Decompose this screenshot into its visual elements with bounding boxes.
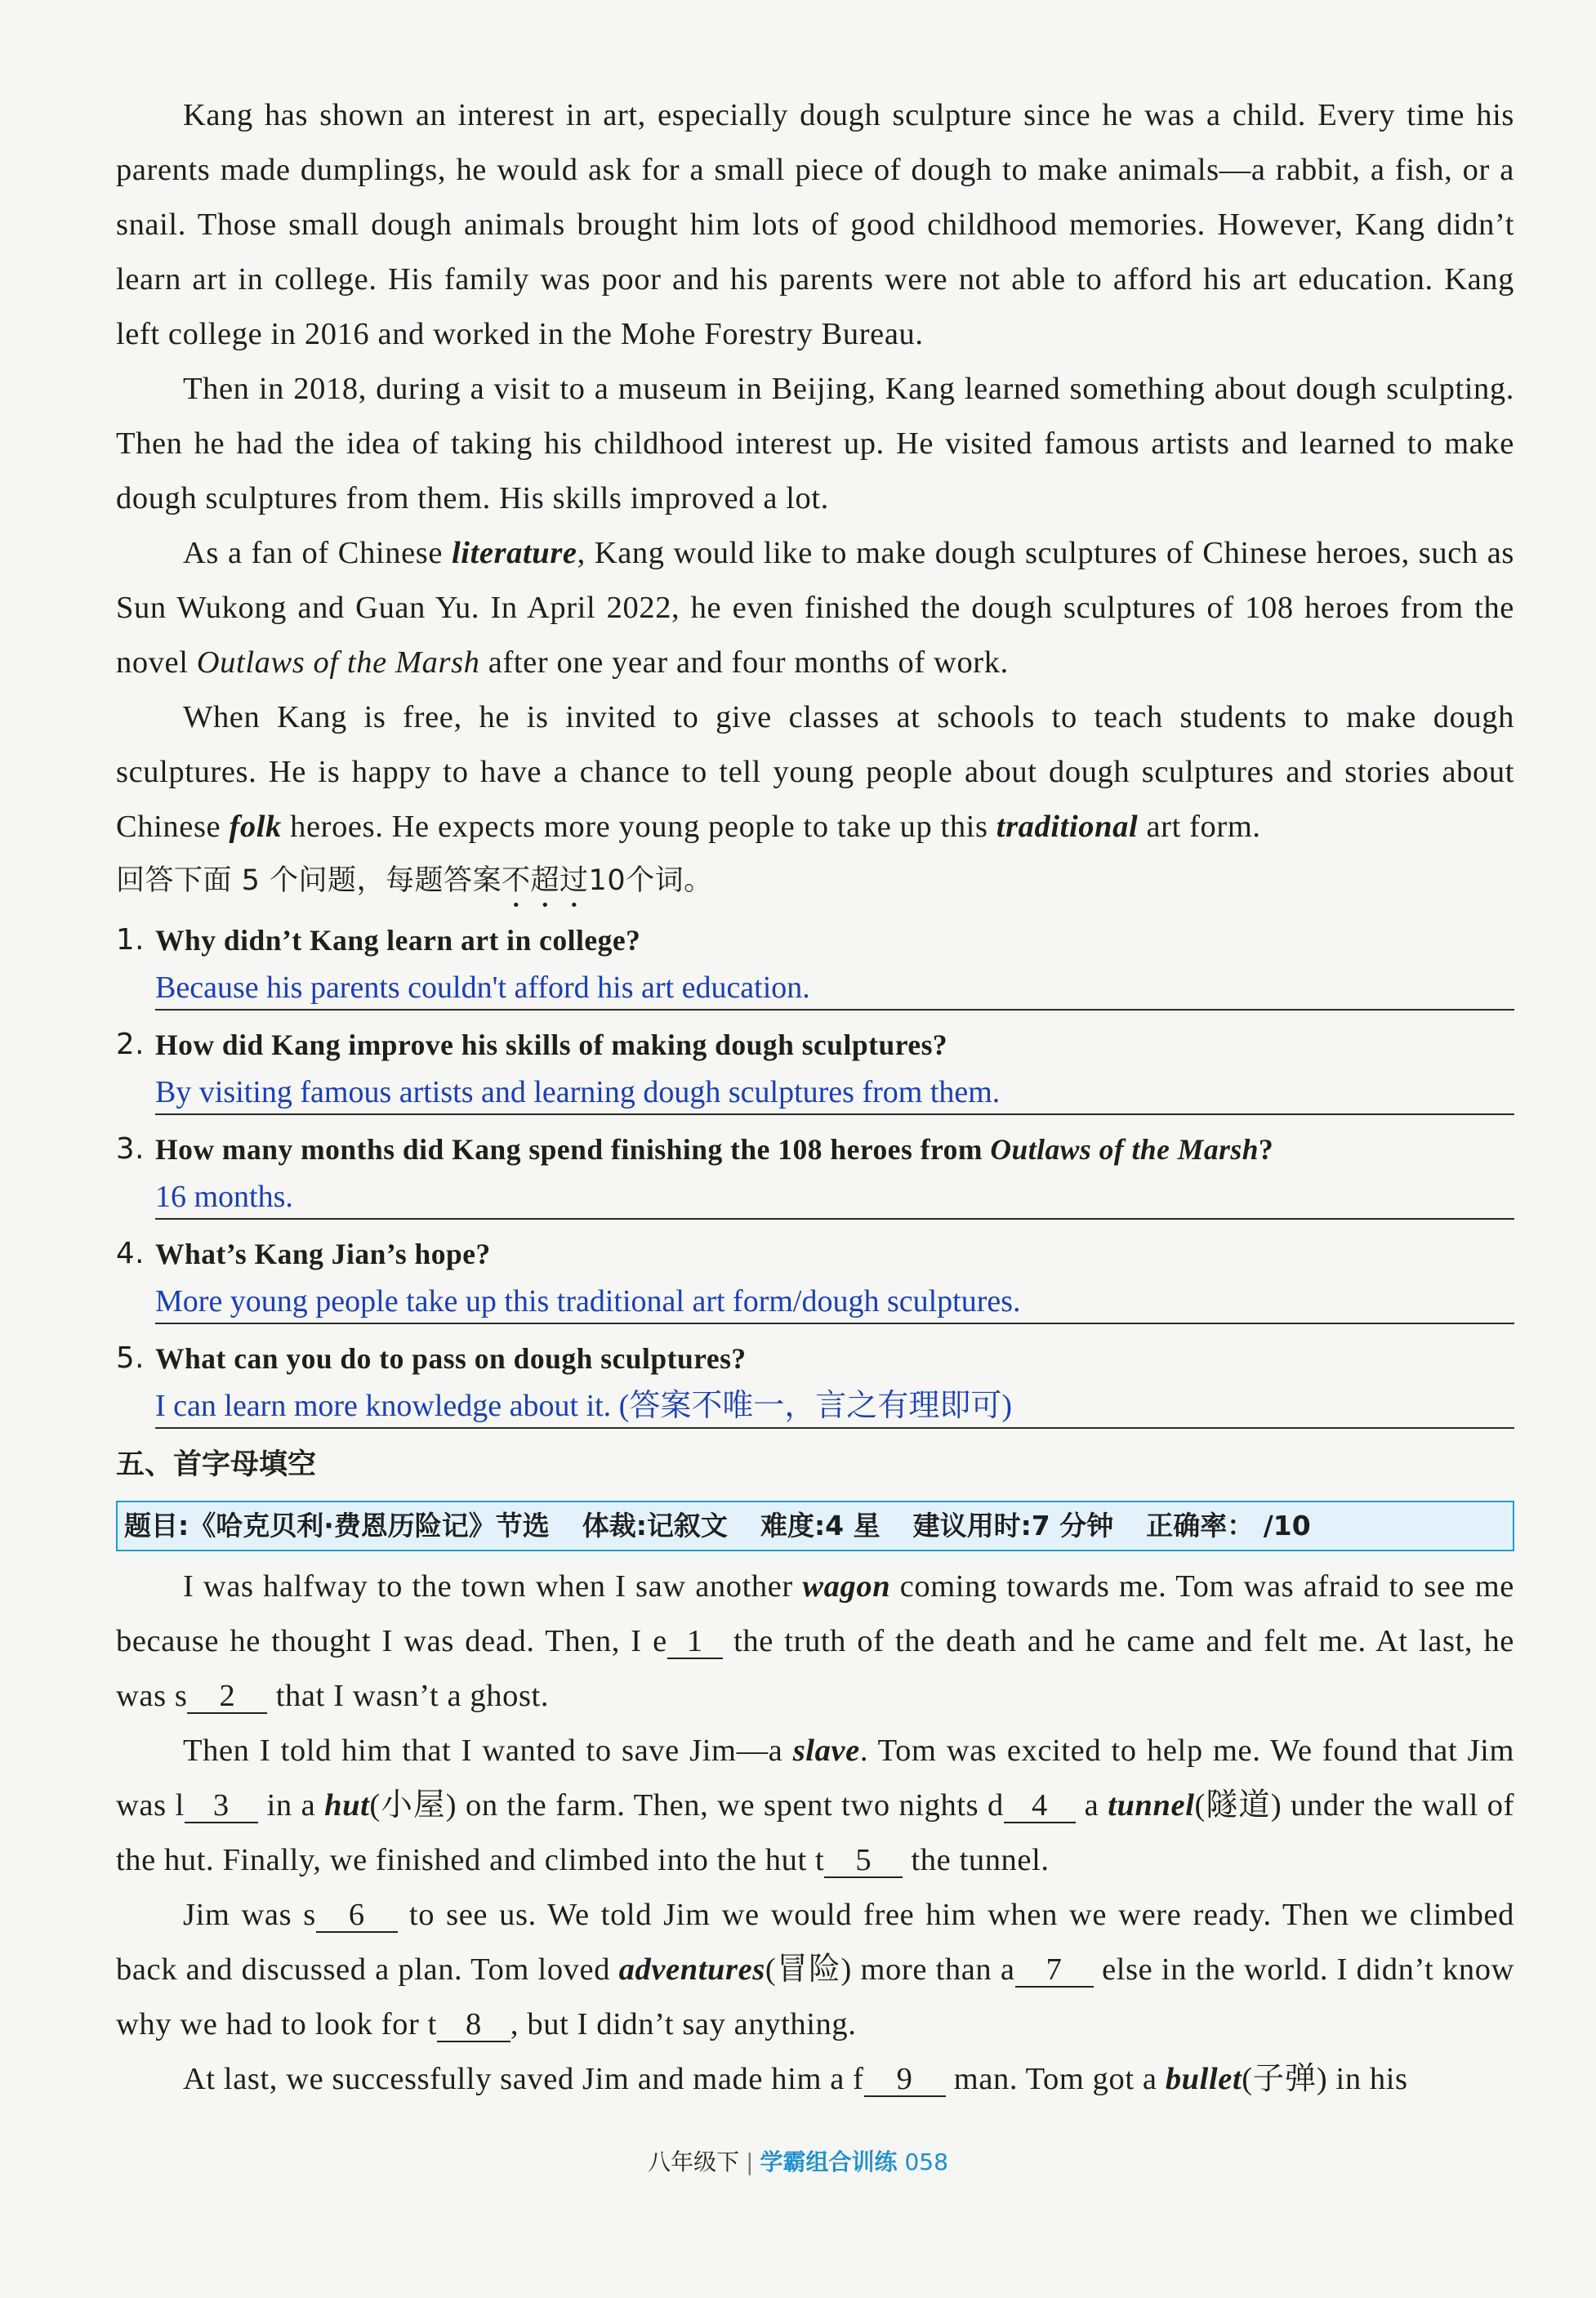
accuracy-label: 正确率： /10 (1146, 1510, 1311, 1542)
passage-text: . Tom was excited to help me. We found that Jim was l (116, 1734, 1514, 1823)
book-title: Outlaws of the Marsh (990, 1133, 1259, 1166)
passage-text: to see us. We told Jim we would free him when we were ready. Then we climbed back and discussed a plan. Tom loved (116, 1898, 1514, 1987)
passage-text: a (1075, 1788, 1108, 1823)
page-number: 058 (904, 2149, 948, 2175)
keyword-gloss: (隧道) (1194, 1788, 1282, 1823)
passage-text: else in the world. I didn’t know why we had to look for t (116, 1952, 1514, 2041)
keyword-gloss: (子弹) (1242, 2062, 1328, 2096)
question-text-part: How many months did Kang spend finishing the 108 heroes from (155, 1133, 991, 1166)
blank-5[interactable]: 5 (824, 1844, 903, 1878)
passage-text: that I wasn’t a ghost. (267, 1679, 550, 1713)
keyword-gloss: (冒险) (765, 1952, 852, 1987)
keyword: folk (229, 810, 282, 844)
question-text: Why didn’t Kang learn art in college? (155, 924, 641, 957)
passage-text: Jim was s (183, 1898, 316, 1932)
keyword-gloss: (小屋) (369, 1788, 457, 1823)
passage-text: under the wall of the hut. Finally, we finished and climbed into the hut t (116, 1788, 1515, 1877)
answer-line-4[interactable]: More young people take up this traditional art form/dough sculptures. (155, 1277, 1514, 1324)
blank-8[interactable]: 8 (437, 2008, 510, 2042)
question-3 (116, 1127, 1514, 1172)
question-text-part: ? (1258, 1133, 1274, 1166)
cloze-paragraph-2 (116, 1724, 1514, 1888)
passage-text: art form. (1138, 810, 1261, 844)
keyword: traditional (996, 810, 1139, 844)
time-label: 建议用时:7 分钟 (912, 1510, 1114, 1542)
passage-text: , but I didn’t say anything. (510, 2007, 857, 2041)
question-2 (116, 1022, 1514, 1068)
footer-divider: | (746, 2149, 754, 2175)
topic-label: 题目:《哈克贝利·费恩历险记》节选 (124, 1510, 550, 1542)
book-title: Outlaws of the Marsh (196, 645, 480, 680)
keyword: literature (452, 536, 577, 570)
genre-label: 体裁:记叙文 (582, 1510, 728, 1542)
passage-text: As a fan of Chinese (183, 536, 452, 570)
passage-paragraph-4 (116, 690, 1514, 854)
blank-6[interactable]: 6 (316, 1899, 398, 1933)
passage-text: in a (257, 1788, 325, 1823)
keyword: tunnel (1108, 1788, 1195, 1823)
grade-label: 八年级下 (648, 2149, 740, 2175)
question-number: 4. (116, 1237, 145, 1270)
keyword: slave (792, 1734, 860, 1768)
blank-7[interactable]: 7 (1015, 1953, 1094, 1988)
instruction-emphasis: 不超过 (502, 864, 589, 897)
question-4 (116, 1231, 1514, 1277)
keyword: wagon (802, 1569, 891, 1604)
blank-3[interactable]: 3 (185, 1789, 258, 1823)
answer-line-5[interactable]: I can learn more knowledge about it. (答案不唯一，言之有理即可) (155, 1381, 1514, 1429)
passage-text: heroes. He expects more young people to take up this (281, 810, 996, 844)
instruction-text: 10个词。 (588, 864, 713, 897)
passage-text: Then in 2018, during a visit to a museum in Beijing, Kang learned something about dough sculpting. Then he had the idea of taking his childhood interest up. He visited famous artists and learned to make dough sculptures from them. His skills improved a lot. (116, 372, 1514, 515)
passage-text: in his (1327, 2062, 1408, 2096)
section-title: 五、首字母填空 (116, 1448, 317, 1481)
passage-text: after one year and four months of work. (479, 645, 1009, 680)
question-text (155, 1127, 1273, 1172)
blank-1[interactable]: 1 (667, 1625, 723, 1659)
passage-paragraph-2 (116, 362, 1514, 526)
passage-text: At last, we successfully saved Jim and made him a f (183, 2062, 864, 2096)
passage-text: the tunnel. (903, 1843, 1050, 1877)
question-instruction (116, 854, 1514, 914)
passage-text: the truth of the death and he came and felt me. At last, he was s (116, 1624, 1514, 1713)
exercise-info-bar (116, 1501, 1514, 1551)
passage-text: man. Tom got a (945, 2062, 1166, 2096)
keyword: adventures (618, 1952, 765, 1987)
page-footer (0, 2144, 1596, 2177)
question-number: 1. (116, 923, 145, 957)
keyword: bullet (1165, 2062, 1242, 2096)
cloze-paragraph-4 (116, 2052, 1514, 2107)
question-number: 2. (116, 1028, 145, 1061)
question-text: How did Kang improve his skills of making dough sculptures? (155, 1029, 948, 1061)
passage-text: Then I told him that I wanted to save Jim—a (183, 1734, 793, 1768)
brand-label: 学霸组合训练 (760, 2149, 898, 2175)
question-number: 3. (116, 1132, 145, 1166)
cloze-paragraph-1 (116, 1560, 1514, 1724)
answer-line-2[interactable]: By visiting famous artists and learning dough sculptures from them. (155, 1068, 1514, 1115)
passage-text: Kang has shown an interest in art, especially dough sculpture since he was a child. Every time his parents made dumplings, he would ask for a small piece of dough to make animals—a rabbit, a fish, or a snail. Those small dough animals brought him lots of good childhood memories. However, Kang didn’t learn art in college. His family was poor and his parents were not able to afford his art education. Kang left college in 2016 and worked in the Mohe Forestry Bureau. (116, 98, 1514, 351)
passage-text: I was halfway to the town when I saw another (183, 1569, 803, 1604)
keyword: hut (324, 1788, 370, 1823)
passage-text: more than a (851, 1952, 1015, 1987)
answer-line-3[interactable]: 16 months. (155, 1172, 1514, 1220)
instruction-text: 回答下面 5 个问题，每题答案 (116, 864, 502, 897)
question-1 (116, 917, 1514, 963)
passage-text: on the farm. Then, we spent two nights d (457, 1788, 1004, 1823)
passage-paragraph-3 (116, 526, 1514, 690)
question-5 (116, 1336, 1514, 1381)
question-text: What can you do to pass on dough sculptures? (155, 1342, 747, 1375)
question-number: 5. (116, 1341, 145, 1375)
difficulty-label: 难度:4 星 (760, 1510, 880, 1542)
passage-text: When Kang is free, he is invited to give classes at schools to teach students to make dough sculptures. He is happy to have a chance to tell young people about dough sculptures and stories about Chinese (116, 700, 1514, 844)
answer-line-1[interactable]: Because his parents couldn't afford his art education. (155, 963, 1514, 1011)
cloze-paragraph-3 (116, 1888, 1514, 2052)
blank-9[interactable]: 9 (864, 2063, 946, 2097)
blank-4[interactable]: 4 (1004, 1789, 1076, 1823)
question-text: What’s Kang Jian’s hope? (155, 1238, 491, 1270)
question-list (116, 917, 1514, 1429)
passage-text: , Kang would like to make dough sculptures of Chinese heroes, such as Sun Wukong and Guan Yu. In April 2022, he even finished the dough sculptures of 108 heroes from the novel (116, 536, 1514, 680)
passage-text: coming towards me. Tom was afraid to see me because he thought I was dead. Then, I e (116, 1569, 1514, 1658)
passage-paragraph-1 (116, 88, 1514, 362)
blank-2[interactable]: 2 (187, 1680, 267, 1714)
